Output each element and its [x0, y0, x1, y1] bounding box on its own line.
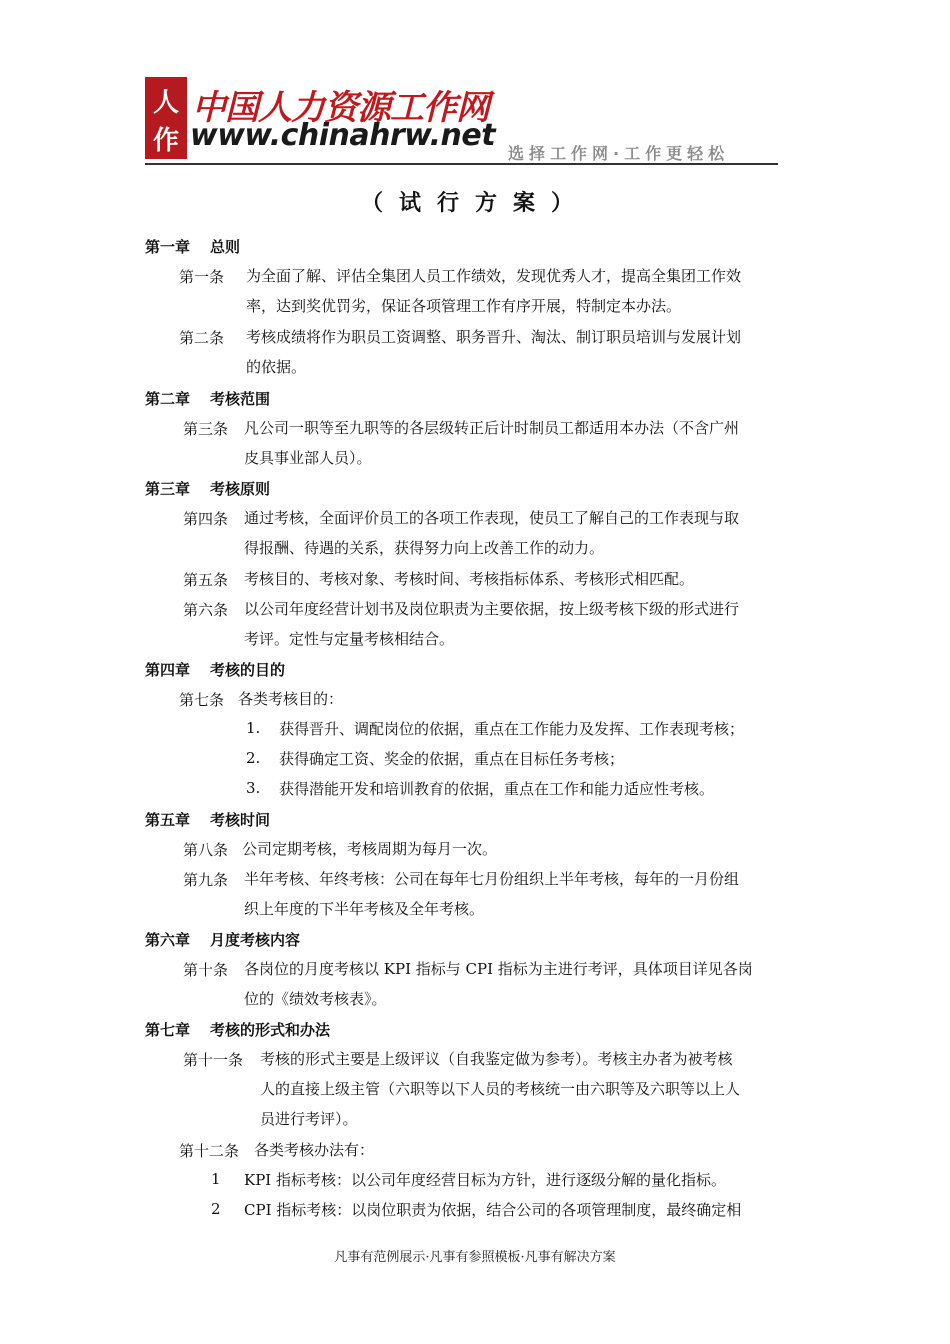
article-text-line: 通过考核，全面评价员工的各项工作表现，使员工了解自己的工作表现与取 [244, 509, 740, 527]
article-text-line: 的依据。 [246, 358, 307, 376]
article-label: 第六条 [183, 601, 229, 619]
article-text-line: 考核成绩将作为职员工资调整、职务晋升、淘汰、制订职员培训与发展计划 [246, 328, 742, 346]
chapter-heading: 第五章 考核时间 [145, 811, 271, 829]
article-text-line: 为全面了解、评估全集团人员工作绩效，发现优秀人才，提高全集团工作效 [246, 267, 742, 285]
logo-chinese-name: 中国人力资源工作网 [192, 88, 489, 128]
article-text-line: 皮具事业部人员）。 [244, 449, 372, 467]
article-label: 第十条 [183, 961, 229, 979]
article-text-line: 考核目的、考核对象、考核时间、考核指标体系、考核形式相匹配。 [244, 570, 695, 588]
article-label: 第二条 [179, 329, 225, 347]
chapter-heading: 第二章 考核范围 [145, 390, 271, 408]
article-text-line: 人的直接上级主管（六职等以下人员的考核统一由六职等及六职等以上人 [260, 1080, 741, 1098]
article-label: 第九条 [183, 871, 229, 889]
article-label: 第五条 [183, 571, 229, 589]
list-item-number: 3. [246, 779, 261, 797]
list-item-text: 获得潜能开发和培训教育的依据，重点在工作和能力适应性考核。 [279, 780, 715, 798]
article-text-line: 凡公司一职等至九职等的各层级转正后计时制员工都适用本办法（不含广州 [244, 419, 740, 437]
logo-mark-char-2: 作 [152, 126, 180, 156]
article-text-line: 织上年度的下半年考核及全年考核。 [244, 900, 485, 918]
article-text-line: 各类考核办法有： [254, 1141, 375, 1159]
article-text-line: 各类考核目的： [238, 690, 344, 708]
article-text-line: 位的《绩效考核表》。 [244, 990, 387, 1008]
article-label: 第三条 [183, 420, 229, 438]
logo-url: www.chinahrw.net [190, 118, 496, 153]
list-item-number: 2. [246, 749, 261, 767]
chapter-heading: 第一章 总则 [145, 238, 241, 256]
chapter-heading: 第七章 考核的形式和办法 [145, 1021, 331, 1039]
header-divider [145, 163, 778, 165]
article-label: 第十一条 [183, 1051, 244, 1069]
list-item-text: 获得晋升、调配岗位的依据，重点在工作能力及发挥、工作表现考核； [279, 720, 745, 738]
article-text-line: 考核的形式主要是上级评议（自我鉴定做为参考）。考核主办者为被考核 [260, 1050, 733, 1068]
article-text-line: 各岗位的月度考核以 KPI 指标与 CPI 指标为主进行考评，具体项目详见各岗 [244, 960, 753, 978]
article-label: 第七条 [179, 691, 225, 709]
chapter-heading: 第三章 考核原则 [145, 480, 271, 498]
list-item-number: 1. [246, 719, 261, 737]
chapter-heading: 第四章 考核的目的 [145, 661, 286, 679]
article-text-line: 得报酬、待遇的关系，获得努力向上改善工作的动力。 [244, 539, 605, 557]
article-text-line: 半年考核、年终考核：公司在每年七月份组织上半年考核，每年的一月份组 [244, 870, 740, 888]
list-item-number: 1 [211, 1170, 221, 1188]
header-slogan: 选择工作网·工作更轻松 [508, 144, 730, 163]
article-text-line: 率，达到奖优罚劣，保证各项管理工作有序开展，特制定本办法。 [246, 297, 682, 315]
logo-mark-char-1: 人 [152, 88, 180, 118]
list-item-number: 2 [211, 1200, 221, 1218]
page-footer: 凡事有范例展示·凡事有参照模板·凡事有解决方案 [334, 1250, 616, 1265]
article-label: 第十二条 [179, 1142, 240, 1160]
list-item-text: CPI 指标考核：以岗位职责为依据，结合公司的各项管理制度，最终确定相 [244, 1201, 742, 1219]
article-label: 第八条 [183, 841, 229, 859]
article-text-line: 员进行考评）。 [260, 1110, 358, 1128]
chapter-heading: 第六章 月度考核内容 [145, 931, 301, 949]
article-label: 第四条 [183, 510, 229, 528]
article-text-line: 考评。定性与定量考核相结合。 [244, 630, 455, 648]
list-item-text: 获得确定工资、奖金的依据，重点在目标任务考核； [279, 750, 625, 768]
list-item-text: KPI 指标考核：以公司年度经营目标为方针，进行逐级分解的量化指标。 [244, 1171, 726, 1189]
logo-mark [145, 77, 187, 159]
document-title: （试行方案） [360, 190, 589, 216]
article-text-line: 公司定期考核，考核周期为每月一次。 [242, 840, 498, 858]
article-label: 第一条 [179, 268, 225, 286]
article-text-line: 以公司年度经营计划书及岗位职责为主要依据，按上级考核下级的形式进行 [244, 600, 740, 618]
